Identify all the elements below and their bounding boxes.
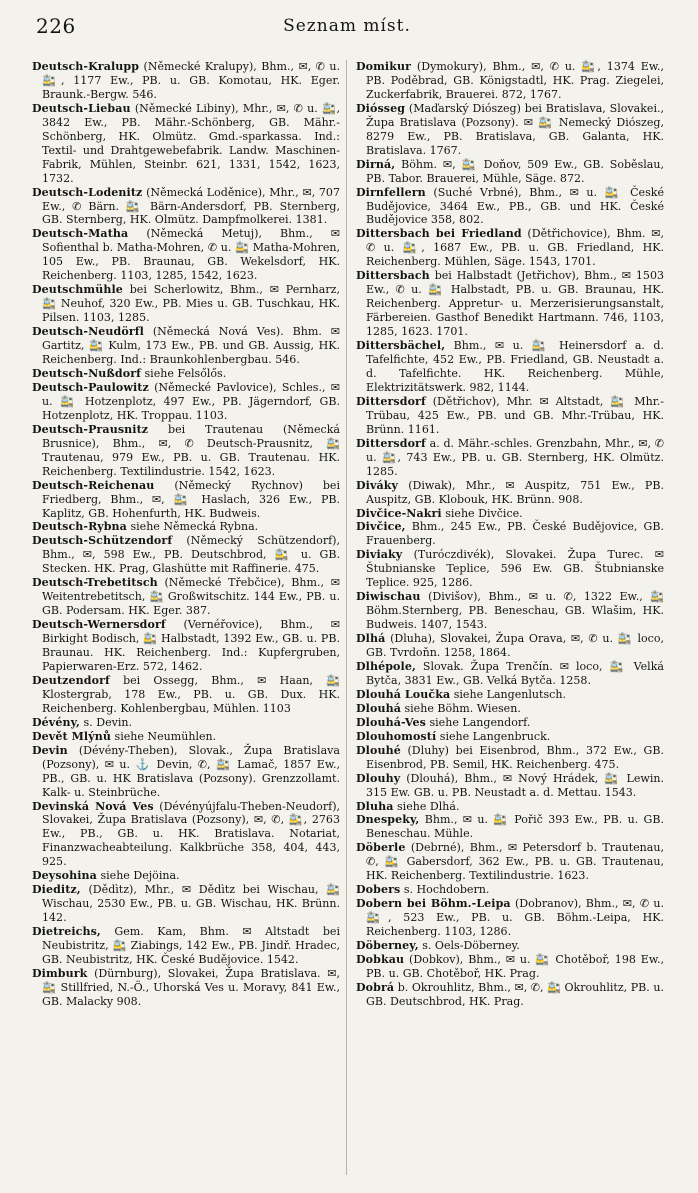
entry-text: (Německá Loděnice), Mhr., ✉, 707 Ew., ✆ Bärn. 🚉 Bärn-Andersdorf, PB. Sternberg, GB. Sternberg, HK. Olmütz. Dampfmolkerei. 1381. <box>42 185 340 227</box>
entry-headword: Divčice-Nakri <box>356 506 442 520</box>
entry-headword: Deutsch-Lodenitz <box>32 185 143 199</box>
gazetteer-entry <box>356 520 664 548</box>
entry-headword: Deutsch-Wernersdorf <box>32 618 166 632</box>
entry-text: (Dévény-Theben), Slovak., Župa Bratislava (Pozsony), ✉ u. ⚓ Devin, ✆, 🚉 Lamač, 1857 Ew., PB., GB. u. HK Bratislava (Pozsony). Grenzzollamt. Kalk- u. Steinbrüche. <box>42 743 340 799</box>
entry-text: (Suché Vrbné), Bhm., ✉ u. 🚉 České Budějovice, 3464 Ew., PB., GB. und HK. České Budějovice 358, 802. <box>366 185 664 227</box>
gazetteer-entry <box>356 813 664 841</box>
gazetteer-entry <box>356 772 664 800</box>
entry-text: (Dluhy) bei Eisenbrod, Bhm., 372 Ew., GB. Eisenbrod, PB. Semil, HK. Reichenberg. 475. <box>366 743 665 771</box>
entry-headword: Dluha <box>356 799 394 813</box>
gazetteer-entry <box>32 479 340 521</box>
running-title: Seznam míst. <box>283 16 411 36</box>
entry-text: (Dětřichovice), Bhm. ✉, ✆ u. 🚉, 1687 Ew., PB. u. GB. Friedland, HK. Reichenberg. Mühlen, Säge. 1543, 1701. <box>366 227 664 269</box>
entry-text: Slovak. Župa Trenčín. ✉ loco, 🚉 Velká Bytča, 3831 Ew., GB. Velká Bytča. 1258. <box>366 659 664 687</box>
entry-text: siehe Langenlutsch. <box>453 687 566 701</box>
entry-text: (Německé Třebčice), Bhm., ✉ Weitentrebetitsch, 🚉 Großwitschitz. 144 Ew., PB. u. GB. Podersam. HK. Eger. 387. <box>42 576 340 618</box>
entry-text: (Turóczdivék), Slovakei. Župa Turec. ✉ Štubnianske Teplice, 596 Ew. GB. Štubnianske Teplice. 925, 1286. <box>366 548 664 590</box>
entry-headword: Dimburk <box>32 966 88 980</box>
gazetteer-entry <box>356 800 664 814</box>
entry-headword: Deutzendorf <box>32 673 110 687</box>
entry-headword: Dieditz, <box>32 883 81 897</box>
entry-headword: Deutsch-Nußdorf <box>32 366 141 380</box>
gazetteer-entry <box>32 325 340 367</box>
entry-headword: Deutsch-Prausnitz <box>32 422 149 436</box>
entry-text: (Dětřichov), Mhr. ✉ Altstadt, 🚉 Mhr.-Trübau, 425 Ew., PB. und GB. Mhr.-Trübau, HK. Brünn. 1161. <box>366 394 664 436</box>
gazetteer-entry <box>356 590 664 632</box>
gazetteer-entry <box>32 925 340 967</box>
entry-headword: Dnespeky, <box>356 813 420 827</box>
gazetteer-entry <box>356 227 664 269</box>
entry-headword: Döberney, <box>356 939 419 953</box>
gazetteer-entry <box>32 423 340 479</box>
gazetteer-entry <box>356 158 664 186</box>
gazetteer-entry <box>356 507 664 521</box>
entry-text: (Německé Pavlovice), Schles., ✉ u. 🚉 Hotzenplotz, 497 Ew., PB. Jägerndorf, GB. Hotzenplotz, HK. Troppau. 1103. <box>42 380 340 422</box>
gazetteer-entry <box>356 939 664 953</box>
gazetteer-entry <box>32 800 340 870</box>
entry-headword: Dirná, <box>356 157 396 171</box>
entry-headword: Deutsch-Schützendorf <box>32 534 173 548</box>
entry-text: siehe Langendorf. <box>429 715 531 729</box>
entry-text: bei Ossegg, Bhm., ✉ Haan, 🚉 Klostergrab, 178 Ew., PB. u. GB. Dux. HK. Reichenberg. Kohlenbergbau, Mühlen. 1103 <box>42 673 340 715</box>
right-column <box>356 60 664 1009</box>
entry-headword: Dittersdorf <box>356 436 426 450</box>
gazetteer-entry <box>356 437 664 479</box>
gazetteer-entry <box>356 632 664 660</box>
entry-headword: Dobkau <box>356 953 405 966</box>
gazetteer-entry <box>356 981 664 1009</box>
gazetteer-entry <box>356 841 664 883</box>
entry-text: (Německá Metuj), Bhm., ✉ Sofienthal b. Matha-Mohren, ✆ u. 🚉 Matha-Mohren, 105 Ew., PB. Braunau, GB. Wekelsdorf, HK. Reichenberg. 1103, 1285, 1542, 1623. <box>42 227 340 283</box>
entry-headword: Deutsch-Reichenau <box>32 478 155 492</box>
entry-text: a. d. Mähr.-schles. Grenzbahn, Mhr., ✉, ✆ u. 🚉, 743 Ew., PB. u. GB. Sternberg, HK. Olmütz. 1285. <box>366 436 664 478</box>
entry-text: Bhm., ✉ u. 🚉 Heinersdorf a. d. Tafelfichte, 452 Ew., PB. Friedland, GB. Neustadt a. d. Tafelfichte. HK. Reichenberg. Mühle, Elektrizitätswerk. 982, 1144. <box>366 339 665 394</box>
entry-headword: Dlouhá <box>356 701 401 715</box>
entry-headword: Deutsch-Trebetitsch <box>32 576 158 590</box>
entry-headword: Dittersbach <box>356 269 430 283</box>
entry-text: Böhm. ✉, 🚉 Doňov, 509 Ew., GB. Soběslau, PB. Tabor. Brauerei, Mühle, Säge. 872. <box>366 157 664 185</box>
entry-text: siehe Dlhá. <box>397 799 460 813</box>
entry-text: (Vernéřovice), Bhm., ✉ Birkight Bodisch, 🚉 Halbstadt, 1392 Ew., GB. u. PB. Braunau. HK. Reichenberg. Ind.: Kupfergruben, Papierwaren-Erz. 572, 1462. <box>42 618 340 673</box>
entry-headword: Deutsch-Kralupp <box>32 60 140 73</box>
gazetteer-entry <box>356 883 664 897</box>
entry-text: (Diwak), Mhr., ✉ Auspitz, 751 Ew., PB. Auspitz, GB. Klobouk, HK. Brünn. 908. <box>366 478 664 506</box>
entry-headword: Dittersbächel, <box>356 339 446 353</box>
gazetteer-entry <box>32 227 340 283</box>
entry-headword: Deysohina <box>32 869 97 883</box>
gazetteer-entry <box>32 744 340 800</box>
entry-text: (Dürnburg), Slovakei, Župa Bratislava. ✉, 🚉 Stillfried, N.-Ö., Uhorská Ves u. Moravy, 841 Ew., GB. Malacky 908. <box>42 966 340 1008</box>
entry-text: Bhm., ✉ u. 🚉 Pořič 393 Ew., PB. u. GB. Beneschau. Mühle. <box>366 813 664 841</box>
gazetteer-entry <box>356 660 664 688</box>
gazetteer-entry <box>356 953 664 981</box>
entry-text: siehe Felsőlős. <box>144 366 227 380</box>
gazetteer-entry <box>32 102 340 186</box>
entry-text: (Dobranov), Bhm., ✉, ✆ u. 🚉, 523 Ew., PB. u. GB. Böhm.-Leipa, HK. Reichenberg. 1103, 1286. <box>366 897 665 939</box>
entry-headword: Dobers <box>356 883 401 897</box>
entry-headword: Dlouhé <box>356 743 401 757</box>
entry-headword: Döberle <box>356 841 406 855</box>
gazetteer-entry <box>32 674 340 716</box>
entry-headword: Dietreichs, <box>32 925 101 939</box>
entry-headword: Dévény, <box>32 715 80 729</box>
entry-text: (Dědìtz), Mhr., ✉ Dědìtz bei Wischau, 🚉 Wischau, 2530 Ew., PB. u. GB. Wischau, HK. Brünn. 142. <box>42 883 341 925</box>
gazetteer-entry <box>32 883 340 925</box>
gazetteer-entry <box>356 716 664 730</box>
gazetteer-entry <box>356 744 664 772</box>
gazetteer-entry <box>356 479 664 507</box>
entry-text: Bhm., 245 Ew., PB. České Budějovice, GB. Frauenberg. <box>366 520 664 548</box>
entry-headword: Diósseg <box>356 101 406 115</box>
entry-headword: Devinská Nová Ves <box>32 799 154 813</box>
entry-text: (Dlouhá), Bhm., ✉ Nový Hrádek, 🚉 Lewin. 315 Ew. GB. u. PB. Neustadt a. d. Mettau. 1543. <box>366 771 664 799</box>
gazetteer-entry <box>356 688 664 702</box>
gazetteer-entry <box>356 702 664 716</box>
entry-headword: Deutsch-Neudörfl <box>32 325 144 339</box>
entry-headword: Divčice, <box>356 520 406 534</box>
gazetteer-entry <box>32 967 340 1009</box>
entry-text: (Maďarský Diószeg) bei Bratislava, Slovakei., Župa Bratislava (Pozsony). ✉ 🚉 Nemecký Diószeg, 8279 Ew., PB. Bratislava, GB. Galanta, HK. Bratislava. 1767. <box>366 101 665 157</box>
entry-text: (Dymokury), Bhm., ✉, ✆ u. 🚉, 1374 Ew., PB. Poděbrad, GB. Königstadtl, HK. Prag. Ziegelei, Zuckerfabrik, Brauerei. 872, 1767. <box>366 60 664 101</box>
entry-text: s. Devin. <box>83 715 133 729</box>
entry-text: (Německá Nová Ves). Bhm. ✉ Gartitz, 🚉 Kulm, 173 Ew., PB. und GB. Aussig, HK. Reichenberg. Ind.: Braunkohlenbergbau. 546. <box>42 325 340 367</box>
entry-headword: Devět Mlýnů <box>32 729 112 743</box>
gazetteer-entry <box>32 520 340 534</box>
gazetteer-entry <box>32 618 340 674</box>
entry-text: (Německé Libiny), Mhr., ✉, ✆ u. 🚉, 3842 Ew., PB. Mähr.-Schönberg, GB. Mähr.-Schönberg, HK. Olmütz. Gmd.-sparkassa. Ind.: Textil- und Drahtgewebefabrik. Landw. Maschinen-Fabrik, Mühlen, Steinbr. 621, 1331, 1542, 1623, 1732. <box>42 101 340 185</box>
entry-headword: Deutsch-Rybna <box>32 520 127 534</box>
entry-text: (Dobkov), Bhm., ✉ u. 🚉 Chotěboř, 198 Ew., PB. u. GB. Chotěboř, HK. Prag. <box>366 953 665 980</box>
entry-text: s. Hochdobern. <box>403 883 490 897</box>
entry-headword: Dittersdorf <box>356 394 426 408</box>
entry-headword: Diviaky <box>356 548 403 562</box>
gazetteer-entry <box>32 576 340 618</box>
entry-text: b. Okrouhlitz, Bhm., ✉, ✆, 🚉 Okrouhlitz, PB. u. GB. Deutschbrod, HK. Prag. <box>366 980 664 1008</box>
gazetteer-entry <box>32 534 340 576</box>
gazetteer-entry <box>356 897 664 939</box>
entry-text: Gem. Kam, Bhm. ✉ Altstadt bei Neubistritz, 🚉 Ziabings, 142 Ew., PB. Jindř. Hradec, GB. Neubistritz, HK. České Budějovice. 1542. <box>42 925 340 966</box>
gazetteer-entry <box>356 102 664 158</box>
entry-headword: Dirnfellern <box>356 185 426 199</box>
entry-text: bei Trautenau (Německá Brusnice), Bhm., ✉, ✆ Deutsch-Prausnitz, 🚉 Trautenau, 979 Ew., PB. u. GB. Trautenau. HK. Reichenberg. Textilindustrie. 1542, 1623. <box>42 422 340 478</box>
gazetteer-entry <box>356 730 664 744</box>
entry-headword: Deutschmühle <box>32 283 123 297</box>
gazetteer-entry <box>356 60 664 102</box>
entry-headword: Dlouhá Loučka <box>356 687 451 701</box>
gazetteer-entry <box>32 381 340 423</box>
entry-headword: Dobern bei Böhm.-Leipa <box>356 897 511 911</box>
entry-text: (Německé Kralupy), Bhm., ✉, ✆ u. 🚉, 1177 Ew., PB. u. GB. Komotau, HK. Eger. Braunk.-Bergw. 546. <box>42 60 340 101</box>
gazetteer-entry <box>356 269 664 339</box>
entry-headword: Deutsch-Liebau <box>32 101 131 115</box>
entry-headword: Domikur <box>356 60 412 73</box>
entry-text: siehe Langenbruck. <box>439 729 551 743</box>
entry-text: (Německý Rychnov) bei Friedberg, Bhm., ✉, 🚉 Haslach, 326 Ew., PB. Kaplitz, GB. Hohenfurth, HK. Budweis. <box>42 478 340 520</box>
entry-text: bei Halbstadt (Jetřichov), Bhm., ✉ 1503 Ew., ✆ u. 🚉 Halbstadt, PB. u. GB. Braunau, HK. Reichenberg. Appretur- u. Merzerisierungsanstalt, Färbereien. Gasthof Benedikt Hartmann. 746, 1103, 1285, 1623. 1701. <box>366 269 665 339</box>
entry-text: (Dluha), Slovakei, Župa Orava, ✉, ✆ u. 🚉 loco, GB. Tvrdoňn. 1258, 1864. <box>366 632 664 660</box>
entry-headword: Dittersbach bei Friedland <box>356 227 522 241</box>
page-header <box>36 8 658 42</box>
entry-text: s. Oels-Döberney. <box>422 939 520 953</box>
entry-text: siehe Divčice. <box>445 506 523 520</box>
gazetteer-entry <box>356 548 664 590</box>
entry-headword: Dlhépole, <box>356 659 416 673</box>
entry-text: siehe Dejöina. <box>100 869 180 883</box>
entry-headword: Dlouhomostí <box>356 729 437 743</box>
gazetteer-entry <box>356 395 664 437</box>
gazetteer-entry <box>356 339 664 395</box>
entry-headword: Deutsch-Paulowitz <box>32 380 149 394</box>
gazetteer-entry <box>32 716 340 730</box>
column-divider <box>346 60 347 1175</box>
entry-text: (Německý Schützendorf), Bhm., ✉, 598 Ew., PB. Deutschbrod, 🚉 u. GB. Stecken. HK. Prag, Glashütte mit Raffinerie. 475. <box>42 534 341 576</box>
entry-headword: Dlouhá-Ves <box>356 715 426 729</box>
page-number: 226 <box>36 14 76 38</box>
entry-text: siehe Böhm. Wiesen. <box>404 701 521 715</box>
entry-text: (Divišov), Bhm., ✉ u. ✆, 1322 Ew., 🚉 Böhm.Sternberg, PB. Beneschau, GB. Wlašim, HK. Budweis. 1407, 1543. <box>366 590 664 632</box>
gazetteer-entry <box>32 367 340 381</box>
entry-headword: Diwischau <box>356 590 421 604</box>
gazetteer-entry <box>32 869 340 883</box>
entry-headword: Dobrá <box>356 980 395 994</box>
gazetteer-entry <box>32 730 340 744</box>
entry-text: siehe Neumühlen. <box>114 729 217 743</box>
entry-text: bei Scherlowitz, Bhm., ✉ Pernharz, 🚉 Neuhof, 320 Ew., PB. Mies u. GB. Tuschkau, HK. Pilsen. 1103, 1285. <box>42 283 340 325</box>
entry-text: (Debrné), Bhm., ✉ Petersdorf b. Trautenau, ✆, 🚉 Gabersdorf, 362 Ew., PB. u. GB. Trautenau, HK. Reichenberg. Textilindustrie. 1623. <box>366 841 664 883</box>
gazetteer-entry <box>32 283 340 325</box>
gazetteer-entry <box>32 60 340 102</box>
entry-text: (Dévényújfalu-Theben-Neudorf), Slovakei, Župa Bratislava (Pozsony), ✉, ✆, 🚉, 2763 Ew., PB., GB. u. HK. Bratislava. Notariat, Finanzwacheabteilung. Kalkbrüche 358, 404, 443, 925. <box>42 799 341 869</box>
entry-text: siehe Německá Rybna. <box>130 520 259 534</box>
gazetteer-entry <box>356 186 664 228</box>
entry-headword: Dlouhy <box>356 771 401 785</box>
gazetteer-entry <box>32 186 340 228</box>
entry-headword: Devin <box>32 743 68 757</box>
left-column <box>32 60 340 1009</box>
entry-headword: Deutsch-Matha <box>32 227 129 241</box>
entry-headword: Diváky <box>356 478 399 492</box>
entry-headword: Dlhá <box>356 632 386 646</box>
